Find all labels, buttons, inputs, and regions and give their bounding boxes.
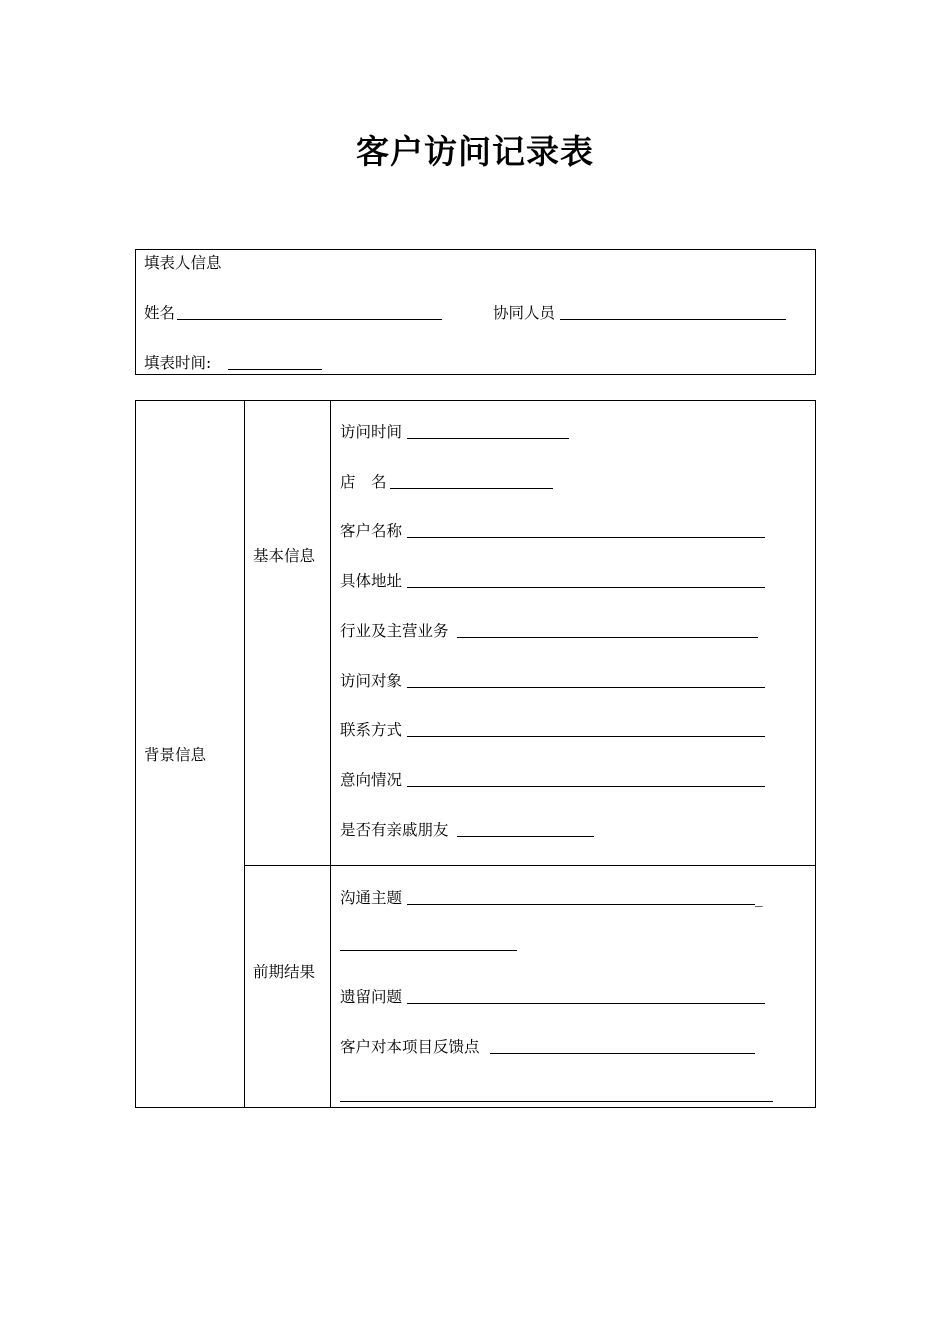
- name-label: 姓名: [144, 304, 176, 322]
- basic-info-label: 基本信息: [253, 547, 316, 565]
- relatives-label: 是否有亲戚朋友: [340, 821, 449, 839]
- feedback-label: 客户对本项目反馈点: [340, 1038, 480, 1056]
- industry-field[interactable]: [457, 637, 758, 638]
- filler-info-box: [135, 249, 816, 375]
- name-field[interactable]: [177, 319, 442, 320]
- topic-trailing-mark: _: [755, 889, 763, 907]
- pending-issues-label: 遗留问题: [340, 988, 403, 1006]
- fill-date-field[interactable]: [228, 369, 322, 370]
- topic-field-continuation[interactable]: [340, 950, 517, 951]
- address-label: 具体地址: [340, 572, 403, 590]
- assistant-field[interactable]: [560, 319, 786, 320]
- customer-name-label: 客户名称: [340, 522, 403, 540]
- intention-field[interactable]: [407, 786, 765, 787]
- column-divider-1: [244, 400, 245, 1108]
- visit-time-label: 访问时间: [340, 423, 403, 441]
- topic-label: 沟通主题: [340, 889, 403, 907]
- page-title: 客户访问记录表: [356, 132, 594, 171]
- customer-name-field[interactable]: [407, 537, 765, 538]
- address-field[interactable]: [407, 587, 765, 588]
- relatives-field[interactable]: [457, 836, 594, 837]
- visit-target-label: 访问对象: [340, 672, 403, 690]
- feedback-field[interactable]: [490, 1053, 755, 1054]
- fill-date-label: 填表时间:: [144, 354, 212, 372]
- store-name-field[interactable]: [390, 488, 553, 489]
- filler-info-heading: 填表人信息: [144, 254, 222, 272]
- visit-time-field[interactable]: [407, 438, 569, 439]
- visit-target-field[interactable]: [407, 687, 765, 688]
- assistant-label: 协同人员: [493, 304, 556, 322]
- intention-label: 意向情况: [340, 771, 403, 789]
- background-table: [135, 400, 816, 1108]
- contact-field[interactable]: [407, 736, 765, 737]
- store-name-label: 店 名: [340, 473, 387, 491]
- column-divider-2: [330, 400, 331, 1108]
- row-divider: [244, 865, 816, 866]
- pending-issues-field[interactable]: [407, 1003, 765, 1004]
- feedback-field-continuation[interactable]: [340, 1101, 773, 1102]
- background-info-label: 背景信息: [144, 746, 207, 764]
- topic-field[interactable]: [407, 904, 755, 905]
- industry-label: 行业及主营业务: [340, 622, 449, 640]
- prior-results-label: 前期结果: [253, 963, 316, 981]
- contact-label: 联系方式: [340, 721, 403, 739]
